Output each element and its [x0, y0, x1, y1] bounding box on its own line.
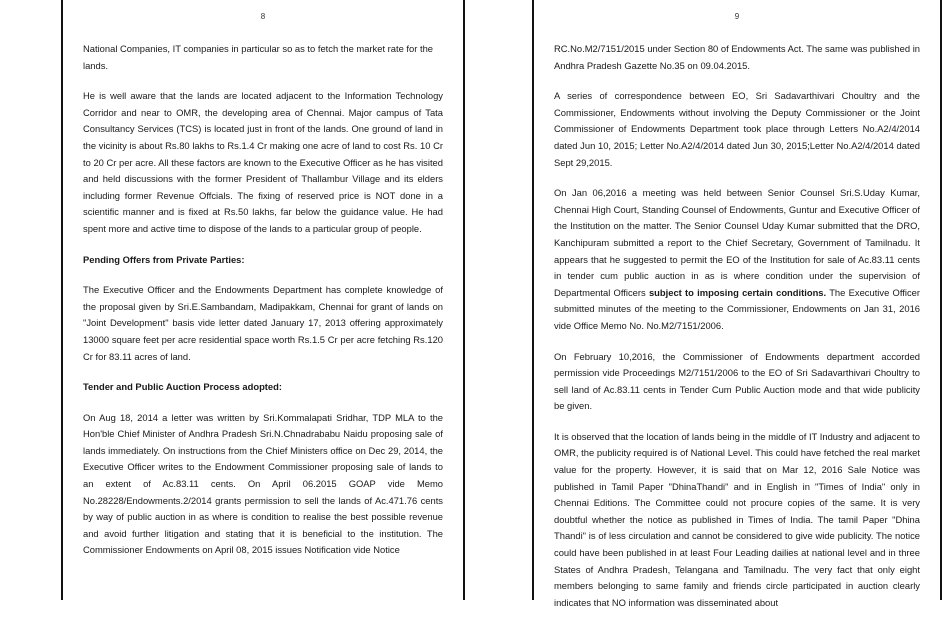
- paragraph: On February 10,2016, the Commissioner of Endowments department accorded permission vide Proceedings M2/7151/2006 to the EO of Sri Sadavarthivari Choultry to sell land of Ac.83.11 cents in Tender Cum Public Auction mode and that wide publicity be given.: [554, 350, 920, 412]
- page-number: 9: [734, 12, 740, 21]
- section-heading-tender-process: Tender and Public Auction Process adopted:: [83, 381, 282, 393]
- paragraph-text: The Executive Officer submitted minutes of the meeting to the Commissioner, Endowments on Jan 31, 2016 vide Office Memo No. No.M2/7151/2006.: [554, 286, 920, 331]
- paragraph-text: On Jan 06,2016 a meeting was held between Senior Counsel Sri.S.Uday Kumar, Chennai High Court, Standing Counsel of Endowments, Guntur and Executive Officer of the Institution on the matter. The Senior Counsel Uday Kumar submitted that the DRO, Kanchipuram submitted a report to the Chief Secretary, Government of Tamilnadu. It appears that he suggested to permit the EO of the Institution for sale of Ac.83.11 cents in tender cum public auction in as is where condition under the supervision of Departmental Officers: [554, 187, 920, 298]
- paragraph: On Aug 18, 2014 a letter was written by Sri.Kommalapati Sridhar, TDP MLA to the Hon'ble Chief Minister of Andhra Pradesh Sri.N.Chnadrababu Naidu proposing sale of lands immediately. On instructions from the Chief Ministers office on Dec 29, 2014, the Executive Officer writes to the Endowment Commissioner proposing sale of lands to an extent of Ac.83.11 cents. On April 06.2015 GOAP vide Memo No.28228/Endowments.2/2014 grants permission to sell the lands of Ac.471.76 cents by way of public auction in as where is condition to realise the best possible revenue and avoid further litigation and stating that it is beneficial to the institution. The Commissioner Endowments on April 08, 2015 issues Notification vide Notice: [83, 411, 443, 556]
- paragraph: It is observed that the location of lands being in the middle of IT Industry and adjacent to OMR, the publicity required is of National Level. This could have fetched the real market value for the property. However, it is said that on Mar 12, 2016 Sale Notice was published in Tamil Paper "DhinaThandi" and in English in "Times of India" only in Chennai Editions. The Committee could not procure copies of the same. It is very doubtful whether the notice as published in Times of India. The tamil Paper "Dhina Thandi" is of less circulation and cannot be considered to give wide publicity. The notice could have been published in at least Four Leading dailies at national level and in three States of Andhra Pradesh, Telangana and Tamilnadu. The very fact that only eight members belonging to same family and friends circle participated in auction clearly indicates that NO information was disseminated about: [554, 430, 920, 608]
- paragraph: National Companies, IT companies in particular so as to fetch the market rate for the lands.: [83, 43, 433, 71]
- paragraph: A series of correspondence between EO, Sri Sadavarthivari Choultry and the Commissioner, Endowments without involving the Deputy Commissioner or the Joint Commissioner of Endowments Department took place through Letters No.A2/4/2014 dated Jun 10, 2015; Letter No.A2/4/2014 dated Jun 30, 2015;Letter No.A2/4/2014 dated Sept 29,2015.: [554, 90, 920, 168]
- paragraph: He is well aware that the lands are located adjacent to the Information Technology Corridor and near to OMR, the developing area of Chennai. Major campus of Tata Consultancy Services (TCS) is located just in front of the lands. One ground of land in the vicinity is about Rs.80 lakhs to Rs.1.4 Cr making one acre of land to cost Rs. 10 Cr to 20 Cr per acre. All these factors are known to the Executive Officer as he has visited and held discussions with the former President of Thallambur Village and its elders including former Revenue Offcials. The fixing of reserved price is NOT done in a scientific manner and is fixed at Rs.50 lakhs, far below the guidance value. He had spent more and active time to dispose of the lands to a particular group of people.: [83, 90, 443, 234]
- section-heading-pending-offers: Pending Offers from Private Parties:: [83, 253, 245, 265]
- document-page-8: [61, 0, 465, 600]
- bold-phrase: subject to imposing certain conditions.: [648, 286, 827, 298]
- paragraph: [554, 185, 920, 334]
- paragraph: RC.No.M2/7151/2015 under Section 80 of Endowments Act. The same was published in Andhra Pradesh Gazette No.35 on 09.04.2015.: [554, 43, 920, 71]
- page-content: [554, 41, 920, 625]
- page-number: 8: [260, 12, 266, 21]
- paragraph: The Executive Officer and the Endowments Department has complete knowledge of the proposal given by Sri.E.Sambandam, Madipakkam, Chennai for grant of lands on "Joint Development" basis vide letter dated January 17, 2013 offering approximately 13000 square feet per acre residential space worth Rs.1.5 Cr per acre fetching Rs.120 Cr for 83.11 acres of land.: [83, 284, 443, 362]
- page-content: [83, 41, 443, 573]
- document-page-9: [532, 0, 942, 608]
